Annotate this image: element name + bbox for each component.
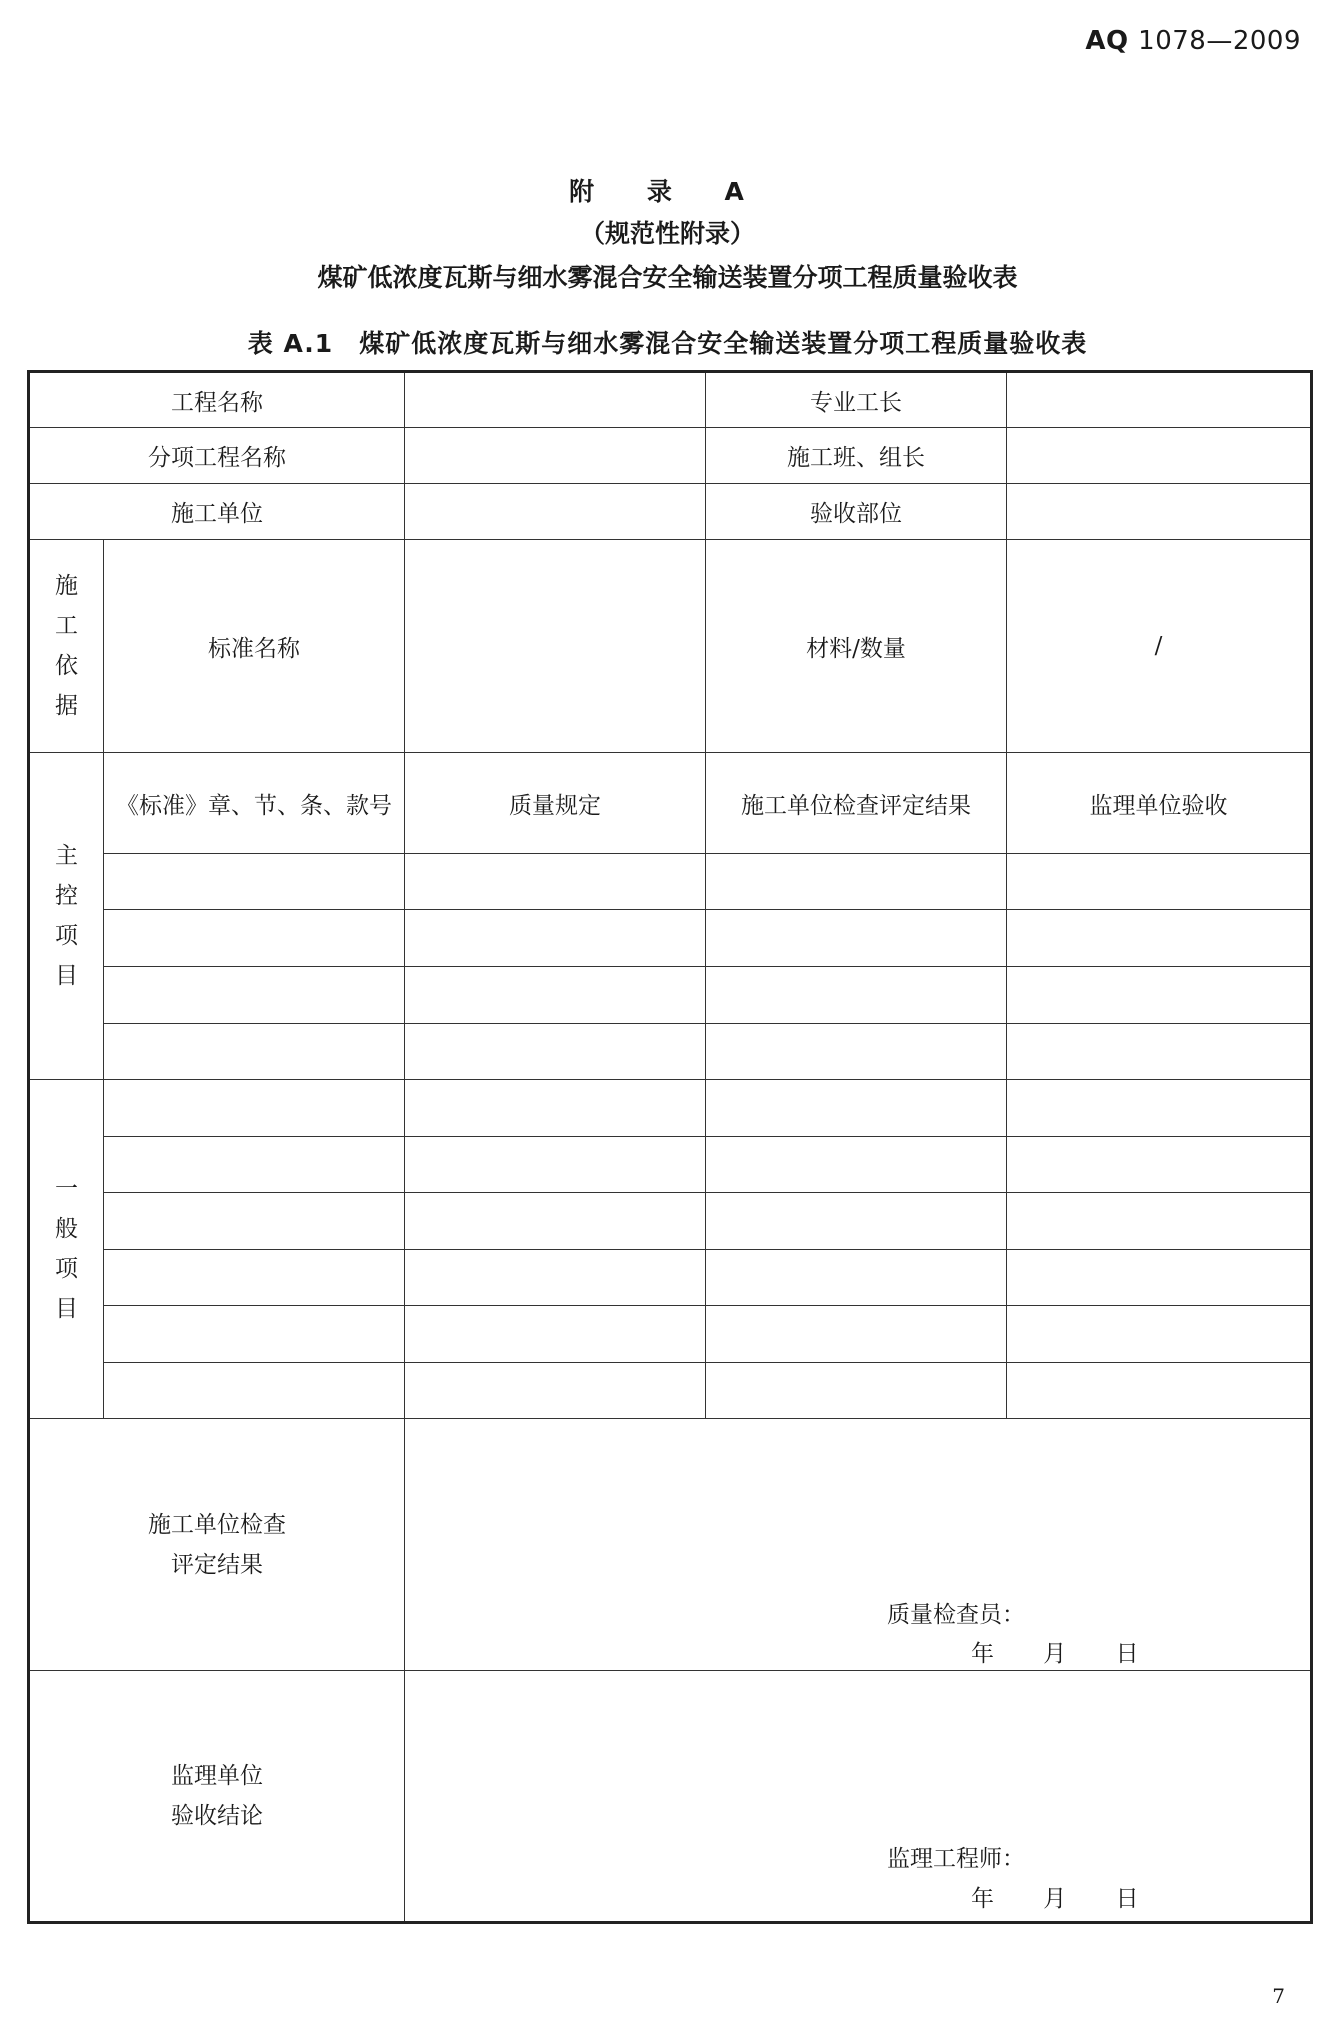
standard-code	[1085, 26, 1301, 56]
team-leader-value[interactable]	[1007, 428, 1312, 484]
construction-unit-value[interactable]	[405, 484, 706, 540]
table-cell[interactable]	[1007, 1306, 1312, 1363]
vertical-char: 项	[55, 923, 78, 949]
page-number: 7	[1272, 1984, 1285, 2008]
table-row	[29, 1193, 1312, 1250]
vertical-char: 主	[55, 843, 78, 869]
column-header-unit-check: 施工单位检查评定结果	[706, 753, 1007, 854]
vertical-char: 目	[55, 1296, 78, 1322]
table-row	[29, 1024, 1312, 1080]
table-cell[interactable]	[104, 1024, 405, 1080]
table-cell[interactable]	[706, 1306, 1007, 1363]
standard-name-label: 标准名称	[104, 540, 405, 753]
table-cell[interactable]	[104, 854, 405, 910]
table-cell[interactable]	[104, 1250, 405, 1306]
table-row	[29, 910, 1312, 967]
vertical-char: 据	[55, 693, 78, 719]
table-cell[interactable]	[405, 1306, 706, 1363]
table-cell[interactable]	[1007, 967, 1312, 1024]
table-cell[interactable]	[405, 910, 706, 967]
foreman-value[interactable]	[1007, 372, 1312, 428]
table-row	[29, 428, 1312, 484]
table-row	[29, 753, 1312, 854]
table-cell[interactable]	[405, 1250, 706, 1306]
table-cell[interactable]	[104, 1306, 405, 1363]
quality-inspector-label: 质量检查员：	[887, 1602, 1025, 1628]
construction-unit-label: 施工单位	[29, 484, 405, 540]
table-row	[29, 1419, 1312, 1671]
unit-check-result-label	[29, 1419, 405, 1671]
table-cell[interactable]	[706, 1363, 1007, 1419]
material-quantity-label: 材料/数量	[706, 540, 1007, 753]
table-row	[29, 540, 1312, 753]
acceptance-part-value[interactable]	[1007, 484, 1312, 540]
material-quantity-value: /	[1007, 540, 1312, 753]
standard-prefix: AQ	[1085, 26, 1129, 56]
table-row	[29, 854, 1312, 910]
subproject-name-label: 分项工程名称	[29, 428, 405, 484]
table-row	[29, 1363, 1312, 1419]
table-cell[interactable]	[706, 910, 1007, 967]
vertical-char: 依	[55, 653, 78, 679]
supervision-line: 验收结论	[171, 1803, 263, 1829]
table-cell[interactable]	[405, 1024, 706, 1080]
vertical-char: 目	[55, 963, 78, 989]
table-row	[29, 1671, 1312, 1923]
table-cell[interactable]	[1007, 1080, 1312, 1137]
vertical-char: 工	[55, 613, 78, 639]
general-items-label	[29, 1080, 104, 1419]
table-cell[interactable]	[1007, 1193, 1312, 1250]
vertical-char: 控	[55, 883, 78, 909]
table-cell[interactable]	[706, 1024, 1007, 1080]
table-cell[interactable]	[1007, 1024, 1312, 1080]
acceptance-table	[27, 370, 1313, 1924]
supervision-conclusion-label	[29, 1671, 405, 1923]
table-row	[29, 1250, 1312, 1306]
table-cell[interactable]	[104, 967, 405, 1024]
inspector-date-line: 年 月 日	[971, 1641, 1139, 1667]
table-row	[29, 484, 1312, 540]
project-name-label: 工程名称	[29, 372, 405, 428]
standard-number: 1078—2009	[1138, 26, 1301, 56]
vertical-char: 般	[55, 1216, 78, 1242]
foreman-label: 专业工长	[706, 372, 1007, 428]
unit-check-result-area[interactable]	[405, 1419, 1312, 1671]
supervision-conclusion-area[interactable]	[405, 1671, 1312, 1923]
table-cell[interactable]	[104, 910, 405, 967]
vertical-char: 项	[55, 1256, 78, 1282]
table-cell[interactable]	[706, 1080, 1007, 1137]
table-cell[interactable]	[104, 1137, 405, 1193]
subproject-name-value[interactable]	[405, 428, 706, 484]
table-row	[29, 1306, 1312, 1363]
supervision-engineer-label: 监理工程师：	[887, 1846, 1025, 1872]
table-cell[interactable]	[706, 1193, 1007, 1250]
column-header-quality-rule: 质量规定	[405, 753, 706, 854]
appendix-subtitle: （规范性附录）	[579, 219, 755, 248]
table-cell[interactable]	[1007, 1363, 1312, 1419]
table-row	[29, 372, 1312, 428]
table-cell[interactable]	[1007, 910, 1312, 967]
acceptance-part-label: 验收部位	[706, 484, 1007, 540]
vertical-char: 施	[55, 573, 78, 599]
appendix-title: 附 录 A	[569, 177, 766, 206]
table-caption: 表 A.1 煤矿低浓度瓦斯与细水雾混合安全输送装置分项工程质量验收表	[247, 329, 1088, 358]
table-cell[interactable]	[405, 1193, 706, 1250]
table-row	[29, 1137, 1312, 1193]
table-cell[interactable]	[1007, 1250, 1312, 1306]
table-cell[interactable]	[405, 1137, 706, 1193]
table-cell[interactable]	[706, 1137, 1007, 1193]
project-name-value[interactable]	[405, 372, 706, 428]
table-cell[interactable]	[1007, 1137, 1312, 1193]
table-row	[29, 967, 1312, 1024]
column-header-supervision: 监理单位验收	[1007, 753, 1312, 854]
appendix-name: 煤矿低浓度瓦斯与细水雾混合安全输送装置分项工程质量验收表	[317, 263, 1018, 292]
table-cell[interactable]	[405, 1363, 706, 1419]
table-cell[interactable]	[706, 967, 1007, 1024]
table-cell[interactable]	[1007, 854, 1312, 910]
table-row	[29, 1080, 1312, 1137]
team-leader-label: 施工班、组长	[706, 428, 1007, 484]
main-control-items-label	[29, 753, 104, 1080]
column-header-clause: 《标准》章、节、条、款号	[104, 753, 405, 854]
table-cell[interactable]	[706, 854, 1007, 910]
construction-basis-label	[29, 540, 104, 753]
vertical-char: 一	[55, 1176, 78, 1202]
standard-name-value[interactable]	[405, 540, 706, 753]
table-cell[interactable]	[104, 1193, 405, 1250]
unit-check-line: 评定结果	[171, 1551, 263, 1578]
table-cell[interactable]	[104, 1080, 405, 1137]
engineer-date-line: 年 月 日	[971, 1886, 1139, 1912]
table-cell[interactable]	[405, 1080, 706, 1137]
table-cell[interactable]	[405, 854, 706, 910]
table-cell[interactable]	[706, 1250, 1007, 1306]
table-cell[interactable]	[104, 1363, 405, 1419]
supervision-line: 监理单位	[171, 1763, 263, 1789]
table-cell[interactable]	[405, 967, 706, 1024]
unit-check-line: 施工单位检查	[148, 1511, 286, 1538]
